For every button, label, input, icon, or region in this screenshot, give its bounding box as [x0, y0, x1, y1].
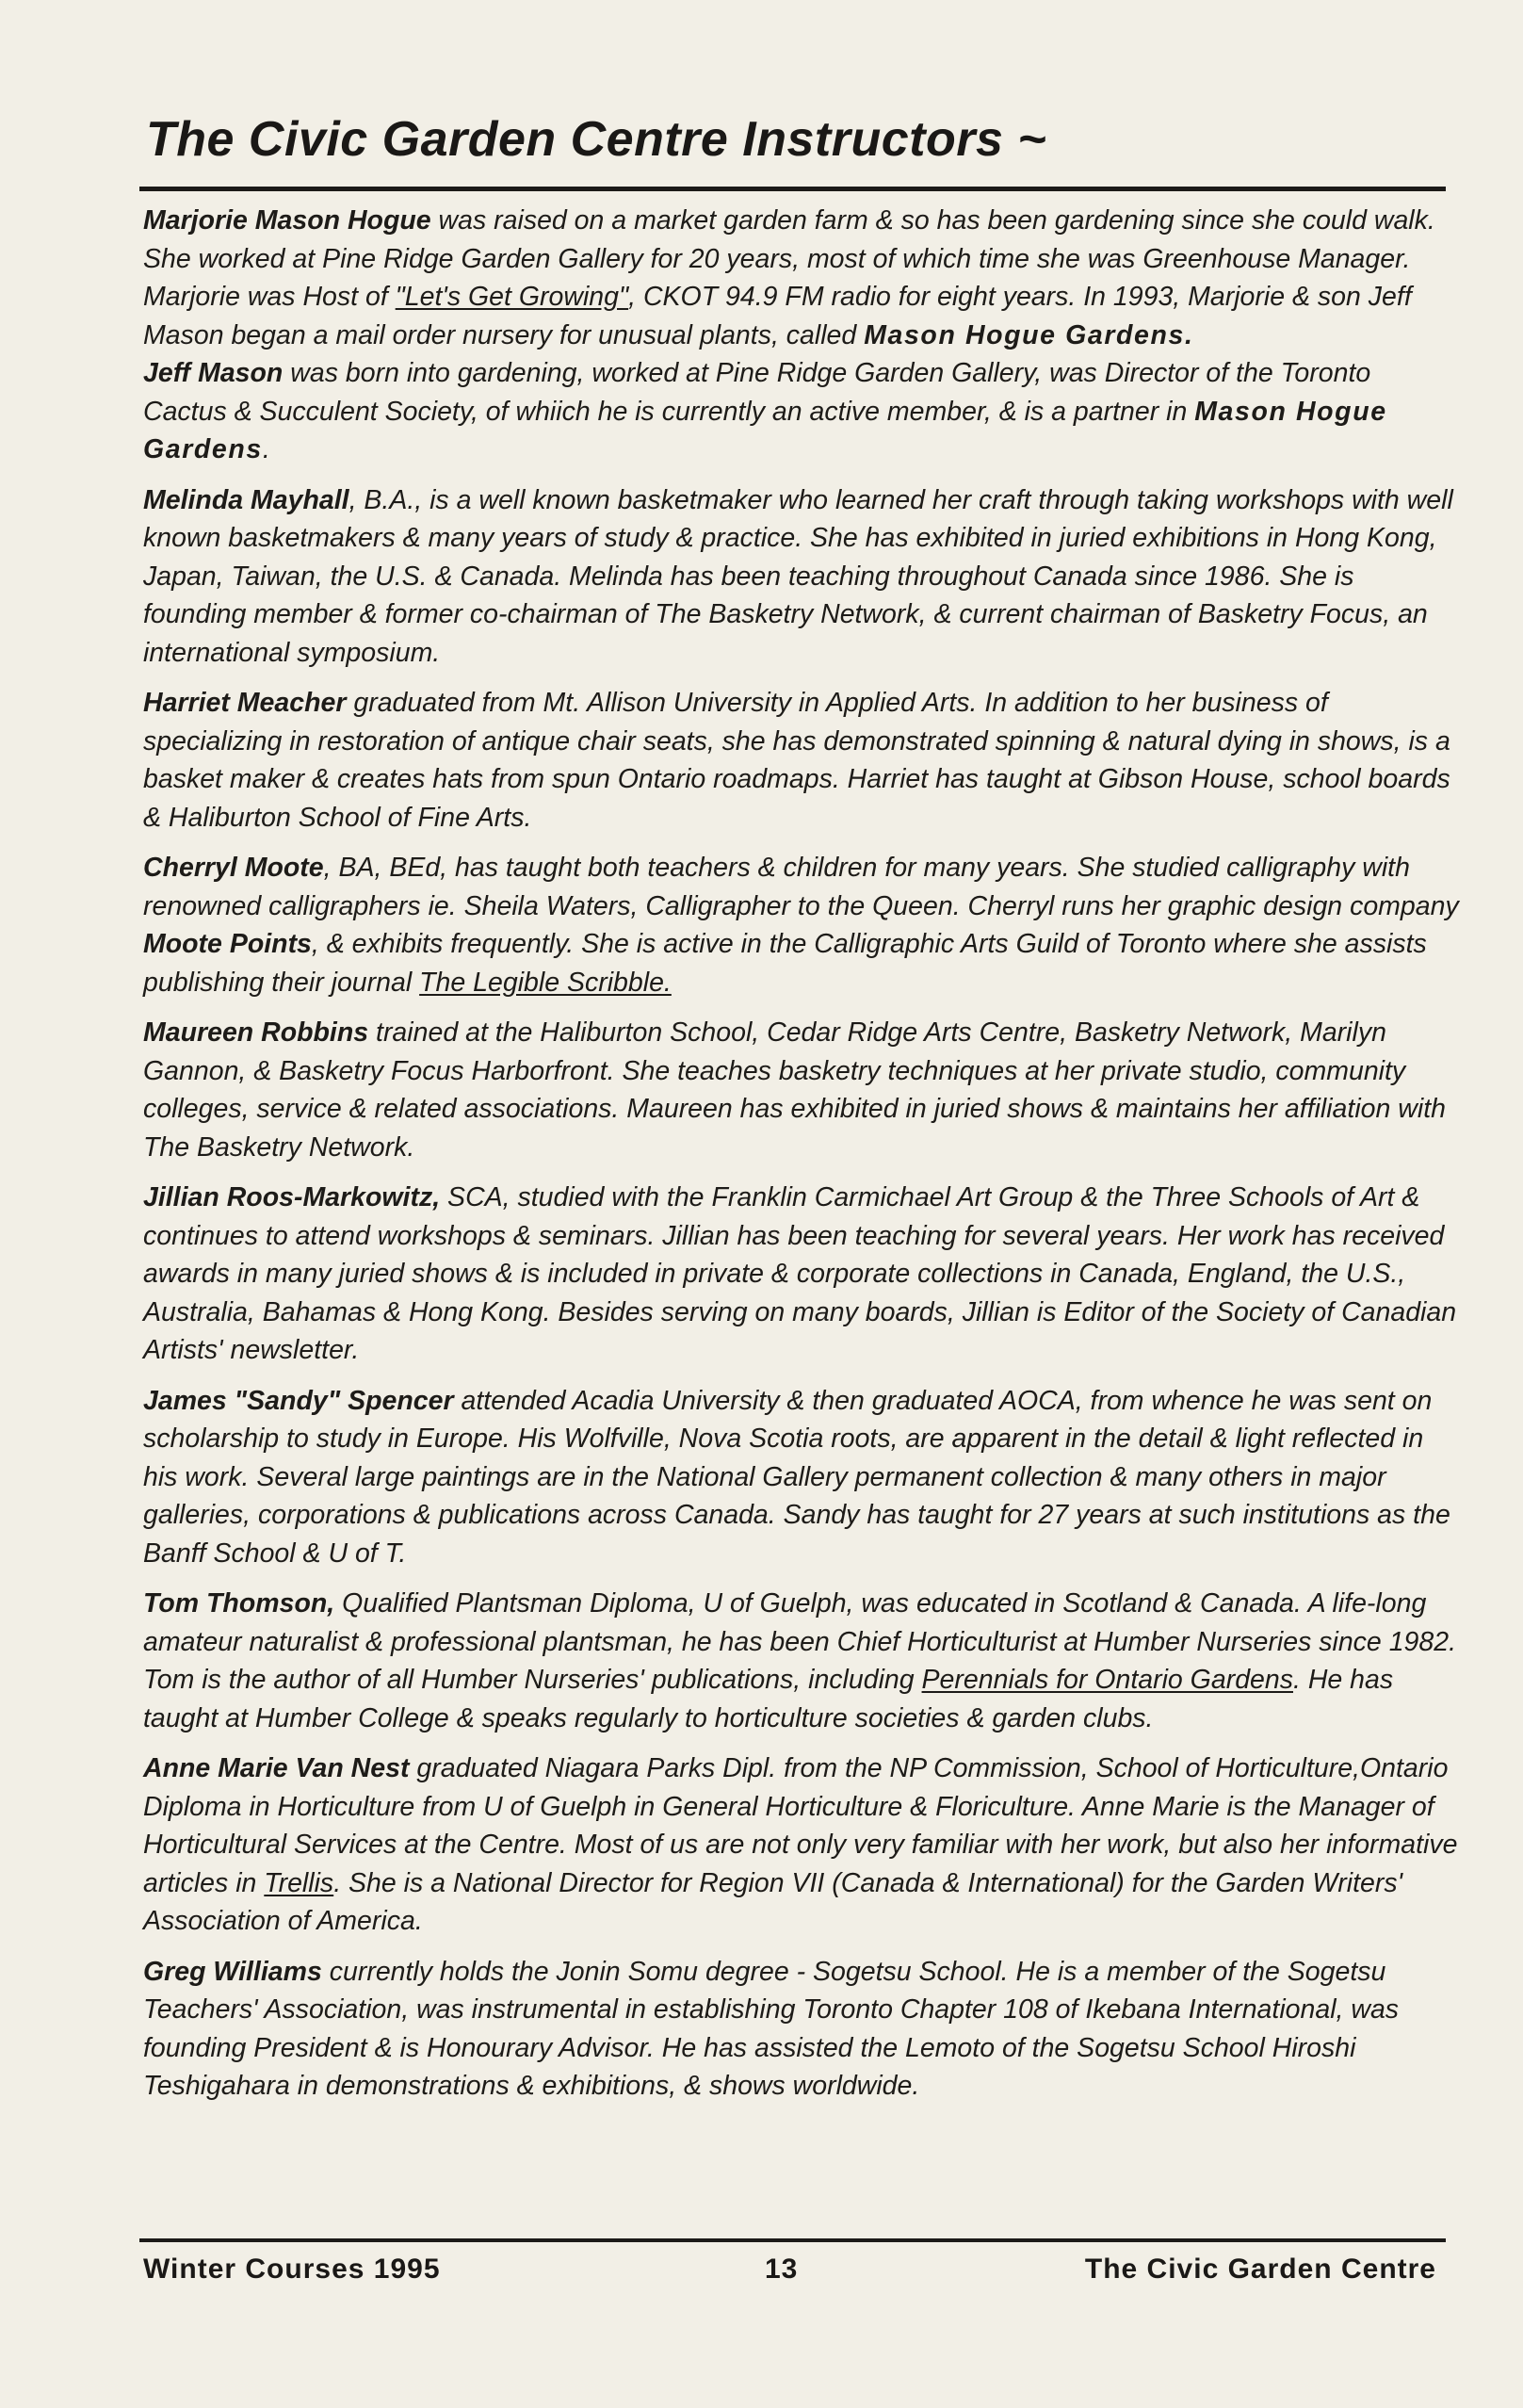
- instructor-bio: , CKOT 94.9 FM radio for eight years. In 1993, Marjorie & son Jeff Mason began a mail order nursery for unusual plants, called: [143, 282, 1412, 350]
- footer-edition: Winter Courses 1995: [143, 2253, 441, 2285]
- instructor-bio: , BA, BEd, has taught both teachers & children for many years. She studied calligraphy with renowned calligraphers ie. Sheila Waters, Calligrapher to the Queen. Cherryl runs her graphic design company: [143, 853, 1459, 921]
- instructor-entry-melinda-mayhall: [143, 481, 1460, 673]
- instructor-entry-jillian-roos-markowitz: [143, 1179, 1460, 1370]
- page-title: The Civic Garden Centre Instructors ~: [146, 112, 1047, 167]
- instructor-name: Harriet Meacher: [143, 688, 347, 718]
- instructor-bio: Qualified Plantsman Diploma, U of Guelph, was educated in Scotland & Canada. A life-long amateur naturalist & professional plantsman, he has been Chief Horticulturist at Humber Nurseries since 1982. Tom is the author of all Humber Nurseries' publications, including: [143, 1588, 1457, 1695]
- magazine-title: Trellis: [264, 1867, 334, 1898]
- instructor-entry-anne-marie-van-nest: [143, 1749, 1460, 1941]
- instructor-bio: SCA, studied with the Franklin Carmichael Art Group & the Three Schools of Art & continues to attend workshops & seminars. Jillian has been teaching for several years. Her work has received awards in many juried shows & is included in private & corporate collections in Canada, England, the U.S., Australia, Bahamas & Hong Kong. Besides serving on many boards, Jillian is Editor of the Society of Canadian Artists' newsletter.: [143, 1182, 1457, 1365]
- footer-rule: [139, 2238, 1446, 2242]
- title-rule: [139, 187, 1446, 191]
- instructor-entry-marjorie-mason-hogue: [143, 202, 1460, 469]
- instructor-name: Greg Williams: [143, 1956, 322, 1987]
- instructor-bio: trained at the Haliburton School, Cedar Ridge Arts Centre, Basketry Network, Marilyn Gannon, & Basketry Focus Harborfront. She teaches basketry techniques at her private studio, community colleges, service & related associations. Maureen has exhibited in juried shows & maintains her affiliation with The Basketry Network.: [143, 1017, 1446, 1163]
- instructor-name: Tom Thomson,: [143, 1588, 335, 1619]
- business-name: Mason Hogue Gardens: [143, 396, 1387, 464]
- page-number: 13: [765, 2253, 799, 2285]
- instructor-name: Jeff Mason: [143, 358, 284, 388]
- instructor-name: Marjorie Mason Hogue: [143, 205, 431, 236]
- instructor-bio: , & exhibits frequently. She is active in the Calligraphic Arts Guild of Toronto where she assists publishing their journal: [143, 929, 1427, 998]
- instructor-name: Cherryl Moote: [143, 853, 324, 883]
- instructor-entry-cherryl-moote: [143, 849, 1460, 1001]
- instructor-entry-greg-williams: [143, 1953, 1460, 2106]
- instructor-bio: . She is a National Director for Region VII (Canada & International) for the Garden Writers' Association of America.: [143, 1867, 1403, 1936]
- business-name: Mason Hogue Gardens.: [864, 319, 1194, 350]
- instructor-bio: , B.A., is a well known basketmaker who learned her craft through taking workshops with well known basketmakers & many years of study & practice. She has exhibited in juried exhibitions in Hong Kong, Japan, Taiwan, the U.S. & Canada. Melinda has been teaching throughout Canada since 1986. She is founding member & former co-chairman of The Basketry Network, & current chairman of Basketry Focus, an international symposium.: [143, 484, 1453, 668]
- instructor-bio: .: [262, 434, 270, 464]
- business-name: Moote Points: [143, 929, 312, 959]
- instructor-bio: graduated from Mt. Allison University in Applied Arts. In addition to her business of specializing in restoration of antique chair seats, she has demonstrated spinning & natural dying in shows, is a basket maker & creates hats from spun Ontario roadmaps. Harriet has taught at Gibson House, school boards & Haliburton School of Fine Arts.: [143, 688, 1450, 833]
- instructor-entry-tom-thomson: [143, 1585, 1460, 1737]
- instructor-bio: was raised on a market garden farm & so has been gardening since she could walk. She worked at Pine Ridge Garden Gallery for 20 years, most of which time she was Greenhouse Manager. Marjorie was Host of: [143, 205, 1435, 312]
- instructor-bio: currently holds the Jonin Somu degree - Sogetsu School. He is a member of the Sogetsu Teachers' Association, was instrumental in establishing Toronto Chapter 108 of Ikebana International, was founding President & is Honourary Advisor. He has assisted the Lemoto of the Sogetsu School Hiroshi Teshigahara in demonstrations & exhibitions, & shows worldwide.: [143, 1956, 1400, 2101]
- instructor-bio: graduated Niagara Parks Dipl. from the NP Commission, School of Horticulture,Ontario Diploma in Horticulture from U of Guelph in General Horticulture & Floriculture. Anne Marie is the Manager of Horticultural Services at the Centre. Most of us are not only very familiar with her work, but also her informative articles in: [143, 1753, 1458, 1898]
- instructor-entry-james-spencer: [143, 1382, 1460, 1573]
- instructor-name: James "Sandy" Spencer: [143, 1385, 454, 1416]
- instructor-list: [143, 202, 1460, 2118]
- instructor-bio: was born into gardening, worked at Pine Ridge Garden Gallery, was Director of the Toronto Cactus & Succulent Society, of whiich he is currently an active member, & is a partner in: [143, 358, 1371, 427]
- instructor-bio: . He has taught at Humber College & speaks regularly to horticulture societies & garden clubs.: [143, 1665, 1394, 1733]
- instructor-bio: attended Acadia University & then graduated AOCA, from whence he was sent on scholarship to study in Europe. His Wolfville, Nova Scotia roots, are apparent in the detail & light reflected in his work. Several large paintings are in the National Gallery permanent collection & many others in major galleries, corporations & publications across Canada. Sandy has taught for 27 years at such institutions as the Banff School & U of T.: [143, 1385, 1450, 1569]
- instructor-entry-harriet-meacher: [143, 684, 1460, 837]
- footer-organization: The Civic Garden Centre: [1084, 2253, 1436, 2285]
- instructor-name: Melinda Mayhall: [143, 484, 349, 515]
- journal-title: The Legible Scribble.: [419, 967, 672, 998]
- instructor-name: Maureen Robbins: [143, 1017, 369, 1048]
- book-title: Perennials for Ontario Gardens: [921, 1665, 1293, 1695]
- radio-show-title: "Let's Get Growing": [395, 282, 629, 312]
- instructor-name: Jillian Roos-Markowitz,: [143, 1182, 441, 1212]
- instructor-name: Anne Marie Van Nest: [143, 1753, 410, 1783]
- instructor-entry-maureen-robbins: [143, 1014, 1460, 1166]
